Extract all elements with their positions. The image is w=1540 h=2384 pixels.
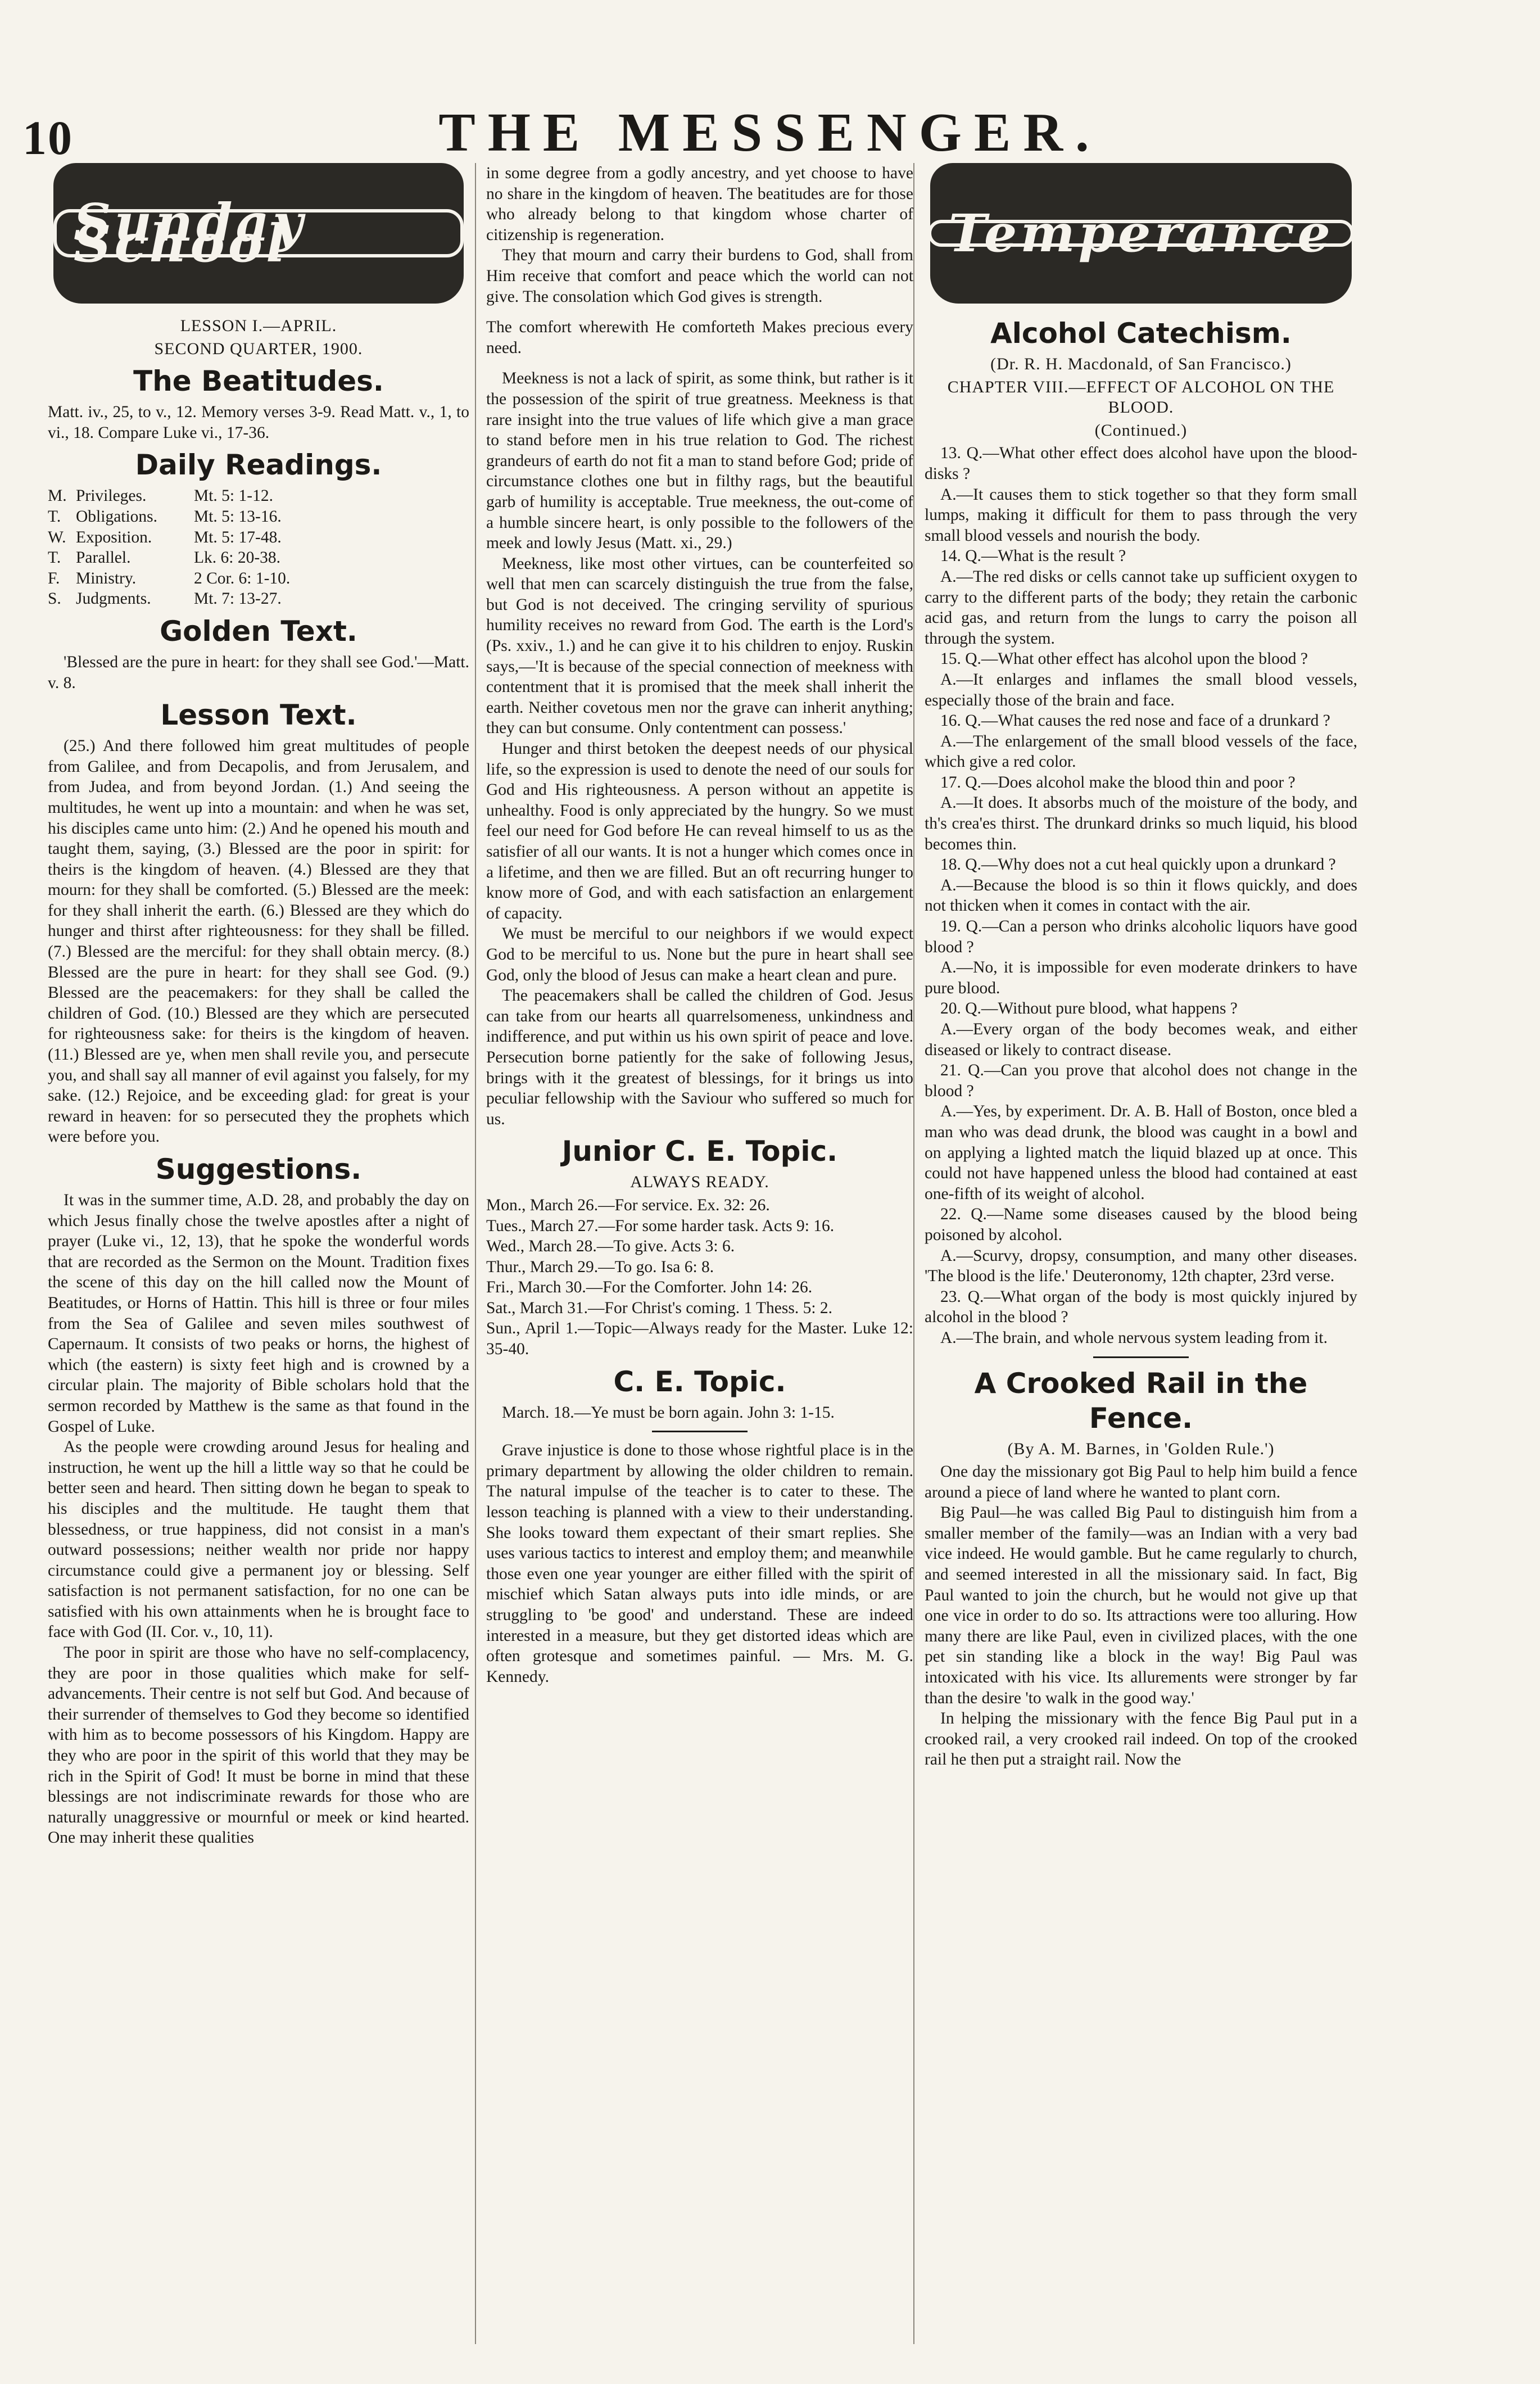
left-column [48, 163, 469, 2355]
qa-line: A.—The brain, and whole nervous system leading from it. [940, 1328, 1328, 1347]
reading-topic: Exposition. [76, 528, 152, 546]
reading-day: M. [48, 487, 67, 505]
article-paragraph: Meekness is not a lack of spirit, as some think, but rather is it the possession of the spirit of true greatness. Meekness is that rare insight into the true values of life which give a man grace to stand before men in his true relation to God. The richest grandeurs of earth do not fit a man to stand before God; pride of circumstance clothes one but in filthy rags, but the beautiful garb of humility is acceptable. True meekness, the out-come of a humble sincere heart, is only possible to the followers of the meek and lowly Jesus (Matt. xi., 29.) [486, 369, 913, 553]
reading-topic: Judgments. [76, 590, 151, 608]
lesson-quarter: SECOND QUARTER, 1900. [154, 339, 363, 358]
qa-line: A.—The enlargement of the small blood vessels of the face, which give a red color. [925, 732, 1357, 771]
ce-topic-heading: C. E. Topic. [613, 1365, 786, 1398]
story-paragraph: In helping the missionary with the fence Big Paul put in a crooked rail, a very crooked rail indeed. On top of the crooked rail he then put a straight rail. Now the [925, 1709, 1357, 1769]
reading-topic: Privileges. [76, 487, 147, 505]
right-column [925, 163, 1357, 2355]
qa-line: 16. Q.—What causes the red nose and face of a drunkard ? [940, 712, 1330, 730]
reading-ref: Mt. 5: 17-48. [194, 528, 282, 546]
reading-day: T. [48, 549, 61, 567]
daily-readings-heading: Daily Readings. [135, 449, 382, 482]
topic-row: Mon., March 26.—For service. Ex. 32: 26. [486, 1196, 770, 1214]
reading-day: F. [48, 569, 60, 587]
topic-row: Sat., March 31.—For Christ's coming. 1 Thess. 5: 2. [486, 1299, 833, 1317]
qa-line: A.—No, it is impossible for even moderate drinkers to have pure blood. [925, 958, 1357, 997]
always-ready-subhead: ALWAYS READY. [630, 1173, 769, 1192]
qa-line: 20. Q.—Without pure blood, what happens ? [940, 999, 1238, 1018]
topic-row: Thur., March 29.—To go. Isa 6: 8. [486, 1257, 714, 1276]
qa-line: A.—Because the blood is so thin it flows quickly, and does not thicken when it comes in contact with the air. [925, 876, 1357, 915]
verse-quote: The comfort wherewith He comforteth Makes precious every need. [486, 318, 913, 357]
article-paragraph: Hunger and thirst betoken the deepest needs of our physical life, so the expression is used to denote the need of our souls for God and His righteousness. A person without an appetite is unhealthy. Food is only appreciated by the hungry. So we must feel our need for God before He can reveal himself to us as the satisfier of all our wants. It is not a hunger which comes once in a lifetime, and then we are filled. But an oft recurring hunger to know more of God, and with each satisfaction an enlargement of capacity. [486, 740, 913, 922]
reading-row [48, 486, 469, 506]
article-paragraph: in some degree from a godly ancestry, and yet choose to have no share in the kingdom of heaven. The beatitudes are for those who already belong to that kingdom whose charter of citizenship is regeneration. [486, 164, 913, 244]
suggestions-paragraph: It was in the summer time, A.D. 28, and probably the day on which Jesus finally chose the twelve apostles after a night of prayer (Luke vi., 12, 13), that he spoke the wonderful words that are recorded as the Sermon on the Mount. Tradition fixes the scene of this day on the hill called now the Mount of Beatitudes, or Horns of Hattin. This hill is three or four miles from the Sea of Galilee and seven miles southwest of Capernaum. It consists of two peaks or horns, the highest of which (the eastern) is sixty feet high and is crowned by a circular plain. The majority of Bible scholars hold that the sermon recorded by Matthew is the same as that found in the Gospel of Luke. [48, 1191, 469, 1436]
reading-row [48, 506, 469, 527]
ce-topic-text: March. 18.—Ye must be born again. John 3: 1-15. [502, 1403, 835, 1422]
reading-ref: Lk. 6: 20-38. [194, 549, 281, 567]
qa-line: A.—It does. It absorbs much of the moisture of the body, and th's crea'es thirst. The drunkard drinks so much liquid, his blood becomes thin. [925, 794, 1357, 853]
reading-day: T. [48, 507, 61, 526]
article-paragraph: Meekness, like most other virtues, can be counterfeited so well that men can scarcely distinguish the true from the false, but God is not deceived. The cringing servility of spurious humility receives no reward from God. The earth is the Lord's (Ps. xxiv., 1.) and he can give it to his children to enjoy. Ruskin says,—'It is because of the special connection of meekness with contentment that it is promised that the meek shall inherit the earth. Neither covetous men nor the grave can inherit anything; they can but consume. Only contentment can possess.' [486, 554, 913, 738]
reading-topic: Parallel. [76, 549, 131, 567]
qa-line: A.—Yes, by experiment. Dr. A. B. Hall of Boston, once bled a man who was dead drunk, the blood was caught in a bowl and on applying a lighted match the liquid blazed up at once. This could not have happened unless the blood had contained at east one-fifth of its weight of alcohol. [925, 1102, 1357, 1203]
lesson-number: LESSON I.—APRIL. [180, 316, 337, 335]
qa-line: A.—The red disks or cells cannot take up sufficient oxygen to carry to the different parts of the body; they retain the carbonic acid gas, and return from the lungs to carry the poison all through the system. [925, 567, 1357, 648]
reading-topic: Obligations. [76, 507, 158, 526]
lesson-refs: Matt. iv., 25, to v., 12. Memory verses 3-9. Read Matt. v., 1, to vi., 18. Compare Luke vi., 17-36. [48, 403, 469, 442]
qa-line: 18. Q.—Why does not a cut heal quickly upon a drunkard ? [940, 856, 1336, 874]
junior-ce-heading: Junior C. E. Topic. [561, 1135, 838, 1168]
suggestions-paragraph: The poor in spirit are those who have no self-complacency, they are poor in those qualities which make for self-advancements. Their centre is not self but God. And because of their surrender of themselves to God they become so identified with him as to become possessors of his Kingdom. Happy are they who are poor in the spirit of this world that they may be rich in the Spirit of God! It must be borne in mind that these blessings are not indiscriminate rewards for those who are naturally unaggressive or mournful or meek or kind hearted. One may inherit these qualities [48, 1644, 469, 1847]
section-separator [1093, 1356, 1189, 1358]
reading-topic: Ministry. [76, 569, 137, 587]
qa-line: A.—It causes them to stick together so that they form small lumps, making it difficult for them to pass through the very small blood vessels and nourish the body. [925, 485, 1357, 545]
middle-column [486, 163, 913, 2355]
qa-line: 14. Q.—What is the result ? [940, 547, 1126, 566]
masthead [0, 84, 1540, 165]
qa-line: 21. Q.—Can you prove that alcohol does not change in the blood ? [925, 1061, 1357, 1100]
reading-row [48, 568, 469, 589]
topic-row: Fri., March 30.—For the Comforter. John 14: 26. [486, 1278, 813, 1297]
chapter-heading: CHAPTER VIII.—EFFECT OF ALCOHOL ON THE BLOOD. [947, 377, 1335, 417]
qa-line: 17. Q.—Does alcohol make the blood thin and poor ? [940, 773, 1296, 791]
daily-readings-table [48, 486, 469, 609]
story-paragraph: Big Paul—he was called Big Paul to distinguish him from a smaller member of the family—was an Indian with a very bad vice indeed. He would gamble. But he came regularly to church, and seemed interested in all the missionary said. In fact, Big Paul wanted to join the church, but he would not give up that one vice in order to do so. Its attractions were too alluring. How many there are like Paul, even in civilized places, with the one pet sin standing like a block in the way! Big Paul was intoxicated with his vice. Its allurements were stronger by far than the desire 'to walk in the good way.' [925, 1504, 1357, 1707]
catechism-byline: (Dr. R. H. Macdonald, of San Francisco.) [990, 355, 1292, 373]
article-paragraph: The peacemakers shall be called the children of God. Jesus can take from our hearts all quarrelsomeness, unkindness and indifference, and put within us his own spirit of peace and love. Persecution borne patiently for the sake of following Jesus, brings with it the greatest of blessings, for it brings us into peculiar fellowship with the Saviour who suffered so much for us. [486, 987, 913, 1128]
golden-text: 'Blessed are the pure in heart: for they shall see God.'—Matt. v. 8. [48, 653, 469, 692]
topic-row: Wed., March 28.—To give. Acts 3: 6. [486, 1237, 735, 1256]
suggestions-paragraph: As the people were crowding around Jesus for healing and instruction, he went up the hill a little way so that he could be better seen and heard. Then sitting down he began to speak to his disciples and the multitude. He taught them that blessedness, or true happiness, did not consist in a man's outward possessions; neither wealth nor pride nor happy circumstance could give a permanent joy or blessing. Self satisfaction is not permanent satisfaction, for no one can be satisfied with his own attainments when he is brought face to face with God (II. Cor. v., 10, 11). [48, 1438, 469, 1641]
reading-day: S. [48, 590, 61, 608]
newspaper-title: THE MESSENGER. [438, 102, 1102, 163]
article-paragraph: They that mourn and carry their burdens to God, shall from Him receive that comfort and peace which the world can not give. The consolation which God gives is strength. [486, 246, 913, 306]
qa-line: 22. Q.—Name some diseases caused by the blood being poisoned by alcohol. [925, 1205, 1357, 1244]
story-paragraph: One day the missionary got Big Paul to help him build a fence around a piece of land where he wanted to plant corn. [925, 1463, 1357, 1501]
qa-line: 23. Q.—What organ of the body is most quickly injured by alcohol in the blood ? [925, 1287, 1357, 1327]
page-number: 10 [22, 111, 73, 165]
lesson-title: The Beatitudes. [133, 365, 384, 398]
qa-line: 19. Q.—Can a person who drinks alcoholic liquors have good blood ? [925, 917, 1357, 956]
qa-line: 13. Q.—What other effect does alcohol have upon the blood-disks ? [925, 444, 1357, 483]
reading-row [48, 548, 469, 568]
article-paragraph: Grave injustice is done to those whose rightful place is in the primary department by allowing the older children to remain. The natural impulse of the teacher is to cater to these. The lesson teaching is planned with a view to their understanding. She looks toward them expectant of their smart replies. She uses various tactics to interest and employ them; and meanwhile those even one year younger are either filled with the spirit of mischief which Satan always puts into idle minds, or are struggling to 'be good' and understand. These are indeed interested in a measure, but they get distorted ideas which are often grotesque and sometimes painful. — Mrs. M. G. Kennedy. [486, 1441, 913, 1686]
article-paragraph: We must be merciful to our neighbors if we would expect God to be merciful to us. None but the pure in heart shall see God, only the blood of Jesus can make a heart clean and pure. [486, 925, 913, 984]
story-title: A Crooked Rail in the Fence. [974, 1367, 1308, 1435]
banner-label: Sunday School [53, 209, 464, 257]
golden-text-heading: Golden Text. [160, 614, 357, 648]
reading-day: W. [48, 528, 66, 546]
topic-row: Tues., March 27.—For some harder task. Acts 9: 16. [486, 1216, 835, 1235]
lesson-text-heading: Lesson Text. [160, 699, 357, 732]
lesson-text: (25.) And there followed him great multitudes of people from Galilee, and from Decapolis, and from Jerusalem, and from Judea, and from beyond Jordan. (1.) And seeing the multitudes, he went up into a mountain: and when he was set, his disciples came unto him: (2.) And he opened his mouth and taught them, saying, (3.) Blessed are the poor in spirit: for theirs is the kingdom of heaven. (4.) Blessed are they that mourn: for they shall be comforted. (5.) Blessed are the meek: for they shall inherit the earth. (6.) Blessed are they which do hunger and thirst after righteousness: for they shall be filled. (7.) Blessed are the merciful: for they shall obtain mercy. (8.) Blessed are the pure in heart: for they shall see God. (9.) Blessed are the peacemakers: for they shall be called the children of God. (10.) Blessed are they which are persecuted for righteousness sake: for theirs is the kingdom of heaven. (11.) Blessed are ye, when men shall revile you, and persecute you, and shall say all manner of evil against you falsely, for my sake. (12.) Rejoice, and be exceeding glad: for great is your reward in heaven: for so persecuted they the prophets which were before you. [48, 737, 469, 1146]
section-separator [652, 1431, 748, 1432]
qa-line: A.—Scurvy, dropsy, consumption, and many other diseases. 'The blood is the life.' Deuteronomy, 12th chapter, 23rd verse. [925, 1246, 1357, 1286]
catechism-title: Alcohol Catechism. [990, 317, 1292, 350]
reading-row [48, 527, 469, 548]
continued-note: (Continued.) [1094, 420, 1188, 440]
qa-line: A.—Every organ of the body becomes weak, and either diseased or likely to contract disease. [925, 1020, 1357, 1059]
sunday-school-banner [53, 163, 464, 304]
suggestions-heading: Suggestions. [155, 1153, 362, 1186]
column-divider [913, 163, 914, 2344]
reading-ref: Mt. 5: 1-12. [194, 487, 273, 505]
reading-ref: 2 Cor. 6: 1-10. [194, 569, 291, 587]
topic-row: Sun., April 1.—Topic—Always ready for the Master. Luke 12: 35-40. [486, 1319, 913, 1359]
reading-ref: Mt. 5: 13-16. [194, 507, 282, 526]
banner-label: Temperance [928, 220, 1354, 247]
qa-line: 15. Q.—What other effect has alcohol upon the blood ? [940, 650, 1308, 668]
temperance-banner [930, 163, 1352, 304]
column-divider [475, 163, 476, 2344]
reading-ref: Mt. 7: 13-27. [194, 590, 282, 608]
reading-row [48, 589, 469, 609]
qa-line: A.—It enlarges and inflames the small blood vessels, especially those of the brain and face. [925, 670, 1357, 709]
story-byline: (By A. M. Barnes, in 'Golden Rule.') [1007, 1439, 1275, 1458]
